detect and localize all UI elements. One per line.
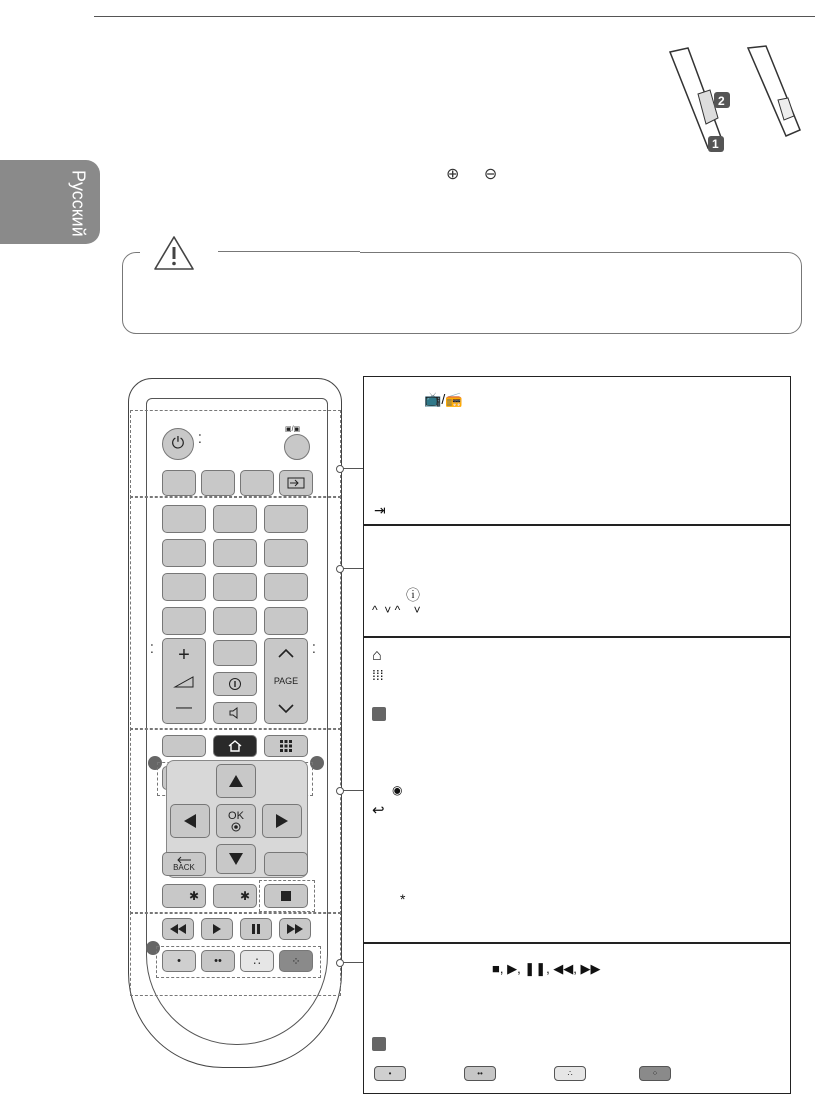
volume-icon (173, 676, 195, 688)
exit-button[interactable] (264, 852, 308, 876)
page-rocker[interactable] (264, 638, 308, 724)
stop-button[interactable] (264, 884, 308, 908)
back-label: BACK (173, 863, 195, 872)
pause-icon (251, 924, 261, 934)
home-icon: ⌂ (372, 647, 382, 664)
plus-minus-icons: ⊕ ⊖ (446, 166, 508, 183)
arrow-up-icon (228, 774, 244, 788)
num-button-5[interactable] (213, 539, 257, 567)
grid-icon: ⁞⁞⁞ (372, 667, 384, 683)
flashback-button[interactable] (264, 607, 308, 635)
star-button-2[interactable]: ✱ (213, 884, 257, 908)
arrow-glyphs: ^ ˅ ^ ˅ (372, 603, 421, 617)
apps-button[interactable] (264, 735, 308, 757)
yellow-button[interactable]: ∴ (240, 950, 274, 972)
info-button[interactable] (213, 672, 257, 696)
home-button[interactable] (213, 735, 257, 757)
green-button-icon: •• (464, 1066, 496, 1081)
battery-illustration (660, 44, 810, 154)
blue-button-icon: ⁘ (639, 1066, 671, 1081)
num-button-1[interactable] (162, 505, 206, 533)
chevron-up-icon (276, 647, 296, 659)
volume-up-label: + (178, 644, 190, 666)
power-button[interactable]: ⏻ (162, 428, 194, 460)
button-description-panel (363, 376, 791, 1094)
ok-wheel-icon: ◉ (392, 783, 403, 797)
chevron-down-icon (276, 703, 296, 715)
play-button[interactable] (201, 918, 233, 940)
page-dots: ⁚ (312, 642, 316, 656)
mute-button[interactable] (213, 702, 257, 724)
svg-text:1: 1 (712, 137, 719, 151)
settings-button-1[interactable] (162, 470, 196, 496)
input-icon: ⇥ (374, 502, 386, 518)
tv-rad-icon: 📺/📻 (424, 391, 463, 407)
tv-rad-label: ▣/▣ (285, 426, 301, 433)
num-button-2[interactable] (213, 505, 257, 533)
warning-icon (152, 234, 196, 272)
num-button-9[interactable] (264, 573, 308, 601)
fast-forward-button[interactable] (279, 918, 311, 940)
note-square-2 (372, 1037, 386, 1051)
settings-button-2[interactable] (201, 470, 235, 496)
rewind-icon (170, 924, 186, 934)
info-icon (228, 677, 242, 691)
power-indicator-dots: ⁚ (198, 432, 202, 446)
num-button-4[interactable] (162, 539, 206, 567)
dpad-right-button[interactable] (262, 804, 302, 838)
num-button-3[interactable] (264, 505, 308, 533)
arrow-right-icon (275, 813, 289, 829)
volume-dots: ⁚ (150, 642, 154, 656)
ok-wheel-icon (231, 822, 241, 832)
fast-forward-icon (287, 924, 303, 934)
home-icon (228, 740, 242, 752)
blue-button[interactable]: ⁘ (279, 950, 313, 972)
volume-rocker[interactable] (162, 638, 206, 724)
page-label: PAGE (273, 676, 299, 686)
top-rule (94, 16, 815, 17)
yellow-button-icon: ∴ (554, 1066, 586, 1081)
caution-box (122, 252, 802, 334)
green-button[interactable]: •• (201, 950, 235, 972)
num-button-6[interactable] (264, 539, 308, 567)
ok-label: OK (228, 809, 244, 822)
guide-button[interactable] (213, 640, 257, 666)
rewind-button[interactable] (162, 918, 194, 940)
settings-button[interactable] (162, 735, 206, 757)
mute-icon (228, 707, 242, 719)
red-button-icon: • (374, 1066, 406, 1081)
dpad-down-button[interactable] (216, 844, 256, 874)
settings-button-3[interactable] (240, 470, 274, 496)
play-icon (212, 924, 222, 934)
back-button[interactable] (162, 852, 206, 876)
pause-button[interactable] (240, 918, 272, 940)
dpad-up-button[interactable] (216, 764, 256, 798)
num-button-7[interactable] (162, 573, 206, 601)
star-icon: * (400, 891, 406, 907)
note-square-1 (372, 707, 386, 721)
grid-icon (280, 740, 292, 752)
dpad-left-button[interactable] (170, 804, 210, 838)
arrow-left-icon (183, 813, 197, 829)
input-button[interactable] (279, 470, 313, 496)
list-button[interactable] (162, 607, 206, 635)
num-button-8[interactable] (213, 573, 257, 601)
info-icon: ⓘ (406, 587, 420, 603)
input-icon (287, 477, 305, 489)
playback-icons: ■, ▶, ❚❚, ◀◀, ▶▶ (492, 961, 601, 976)
ok-button[interactable] (216, 804, 256, 838)
back-icon: ↩ (372, 802, 385, 819)
svg-text:2: 2 (718, 94, 725, 108)
arrow-down-icon (228, 852, 244, 866)
stop-icon (281, 891, 291, 901)
language-tab-label: Русский (68, 169, 89, 237)
volume-down-label: — (176, 699, 192, 716)
tv-rad-button[interactable] (284, 434, 310, 460)
star-button-1[interactable]: ✱ (162, 884, 206, 908)
red-button[interactable]: • (162, 950, 196, 972)
num-button-0[interactable] (213, 607, 257, 635)
